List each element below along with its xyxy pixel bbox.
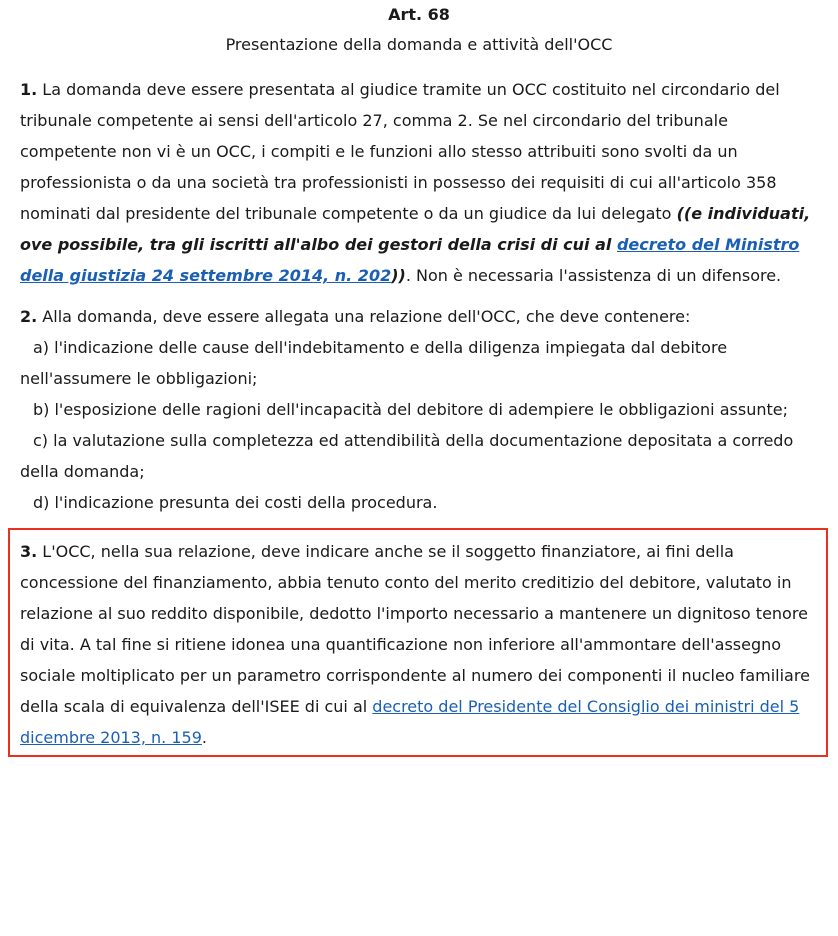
article-title: Art. 68 [388,5,450,24]
comma-number: 3. [20,542,38,561]
decree-link-2014[interactable]: decreto del Ministro della giustizia 24 settembre 2014, n. 202 [20,235,800,285]
list-item-c: c) la valutazione sulla completezza ed attendibilità della documentazione depositata a corredo della domanda; [20,431,794,481]
comma-text-end: . Non è necessaria l'assistenza di un difensore. [405,266,782,285]
comma-number: 2. [20,307,38,326]
comma-number: 1. [20,80,38,99]
list-item-d: d) l'indicazione presunta dei costi della procedura. [33,493,438,512]
list-item-a: a) l'indicazione delle cause dell'indebitamento e della diligenza impiegata dal debitore nell'assumere le obbligazioni; [20,338,728,388]
comma-2 [20,301,818,518]
comma-text: L'OCC, nella sua relazione, deve indicare anche se il soggetto finanziatore, ai fini della concessione del finanziamento, abbia tenuto conto del merito creditizio del debitore, valutato in relazione al suo reddito disponibile, dedotto l'importo necessario a mantenere un dignitoso tenore di vita. A tal fine si ritiene idonea una quantificazione non inferiore all'ammontare dell'assegno sociale moltiplicato per un parametro corrispondente al numero dei componenti il nucleo familiare della scala di equivalenza dell'ISEE di cui al [20,542,810,716]
comma-end: . [201,728,207,747]
amendment-close: )) [391,266,406,285]
amendment-text-part: ((e individuati, ove possibile, tra gli iscritti all'albo dei gestori della crisi di cui al [20,204,811,254]
article-subtitle: Presentazione della domanda e attività dell'OCC [225,35,613,54]
decree-link-2013[interactable]: decreto del Presidente del Consiglio dei ministri del 5 dicembre 2013, n. 159 [20,697,800,747]
comma-intro: Alla domanda, deve essere allegata una relazione dell'OCC, che deve contenere: [37,307,691,326]
list-item-b: b) l'esposizione delle ragioni dell'incapacità del debitore di adempiere le obbligazioni assunte; [33,400,788,419]
comma-text: La domanda deve essere presentata al giudice tramite un OCC costituito nel circondario del tribunale competente ai sensi dell'articolo 27, comma 2. Se nel circondario del tribunale competente non vi è un OCC, i compiti e le funzioni allo stesso attribuiti sono svolti da un professionista o da una società tra professionisti in possesso dei requisiti di cui all'articolo 358 nominati dal presidente del tribunale competente o da un giudice da lui delegato [20,80,780,223]
comma-3-highlighted [8,528,828,757]
comma-1 [20,74,818,291]
